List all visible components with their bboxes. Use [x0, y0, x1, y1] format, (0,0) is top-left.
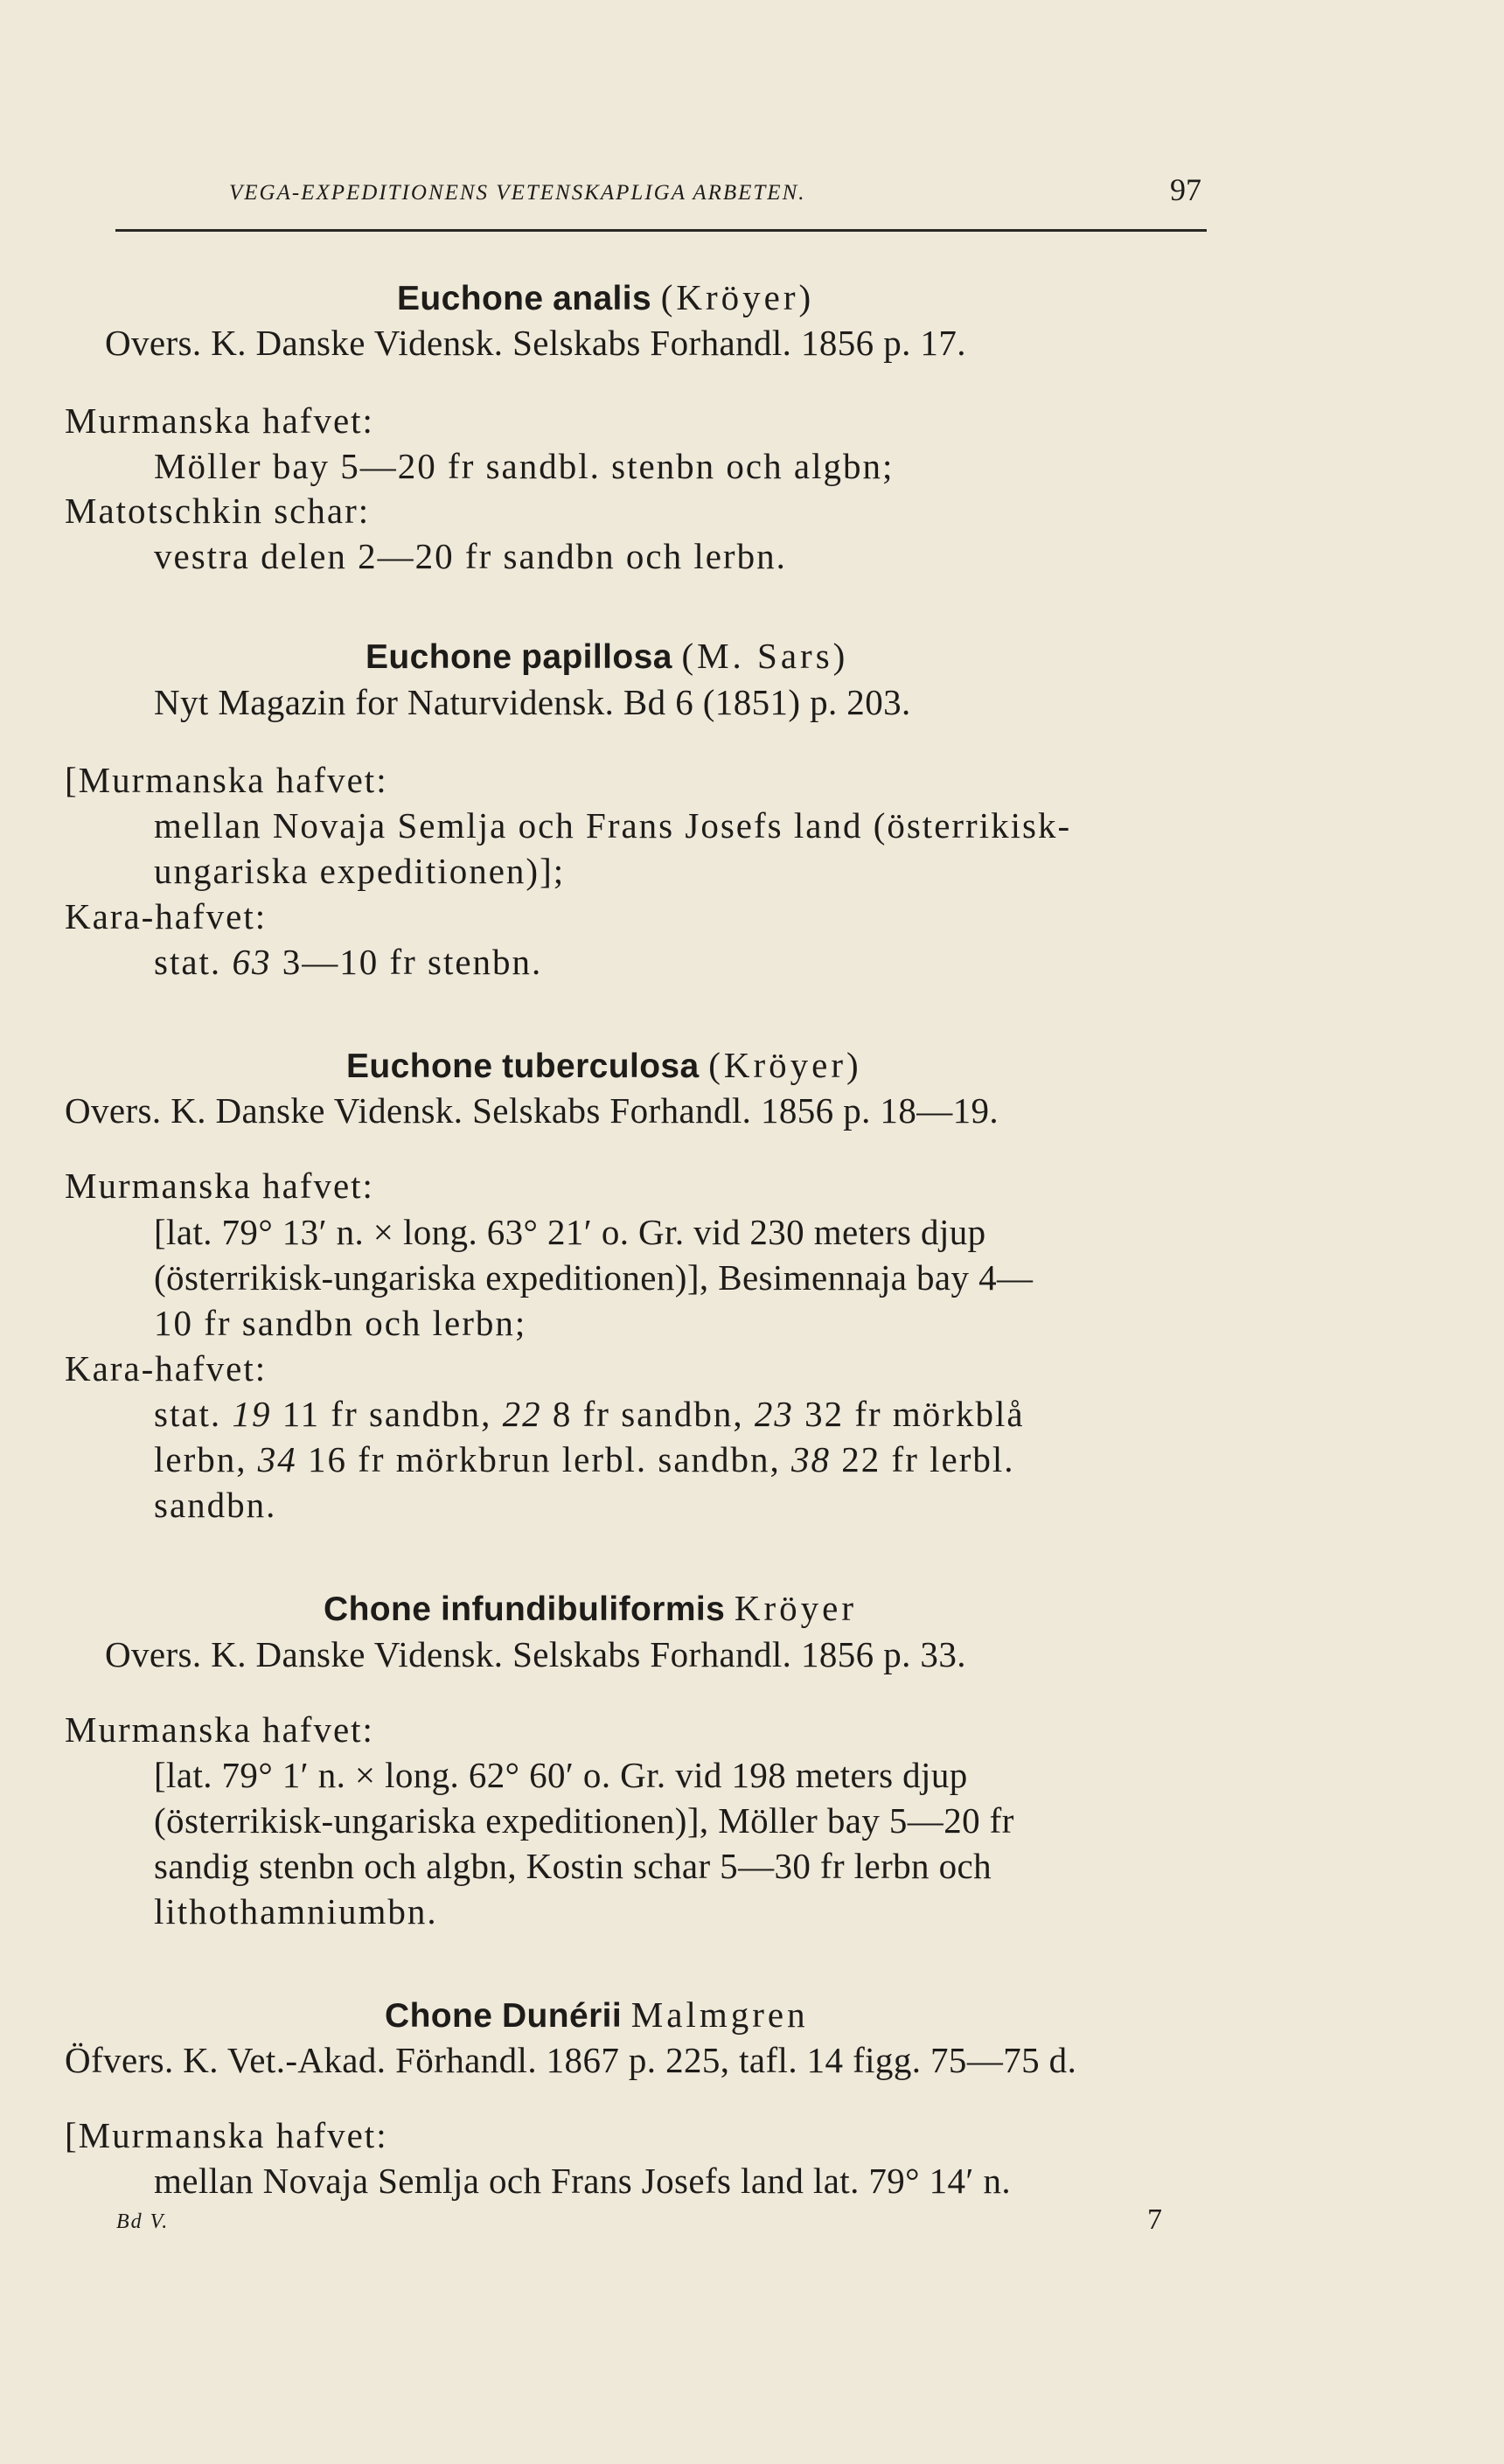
- author-name: (Kröyer): [708, 1045, 862, 1085]
- genus-name: Euchone: [397, 280, 544, 317]
- locality-line: sandig stenbn och algbn, Kostin schar 5—30 fr lerbn och: [154, 1846, 992, 1886]
- entry-heading: [366, 633, 848, 680]
- region-line: Murmanska hafvet:: [65, 1166, 374, 1206]
- genus-name: Chone: [385, 1997, 493, 2035]
- locality-line: (österrikisk-ungariska expeditionen)], Möller bay 5—20 fr: [154, 1800, 1014, 1841]
- region-line: Kara-hafvet:: [65, 1348, 268, 1389]
- reference-line: Overs. K. Danske Vidensk. Selskabs Forhandl. 1856 p. 18—19.: [65, 1090, 999, 1131]
- genus-name: Euchone: [346, 1048, 493, 1085]
- text-run: 16 fr mörkbrun lerbl. sandbn,: [296, 1439, 792, 1479]
- entry-heading: [385, 1992, 809, 2039]
- station-line: [154, 939, 542, 985]
- species-name: papillosa: [521, 638, 672, 676]
- genus-name: Chone: [324, 1590, 432, 1628]
- genus-name: Euchone: [366, 638, 512, 676]
- species-name: Dunérii: [501, 1997, 623, 2035]
- locality-line: (österrikisk-ungariska expeditionen)], Besimennaja bay 4—: [154, 1257, 1034, 1298]
- reference-line: Overs. K. Danske Vidensk. Selskabs Forhandl. 1856 p. 17.: [105, 323, 966, 363]
- signature-mark: Bd V.: [116, 2210, 170, 2233]
- locality-line: 10 fr sandbn och lerbn;: [154, 1303, 527, 1343]
- station-number: 23: [754, 1394, 794, 1434]
- locality-line: [lat. 79° 1′ n. × long. 62° 60′ o. Gr. vid 198 meters djup: [154, 1755, 968, 1795]
- author-name: (M. Sars): [681, 636, 849, 676]
- text-run: lerbn,: [154, 1439, 258, 1479]
- station-line: [154, 1391, 1025, 1437]
- author-name: Malmgren: [630, 1994, 809, 2035]
- author-name: Kröyer: [734, 1588, 858, 1628]
- page-number: 97: [1170, 172, 1201, 207]
- station-number: 19: [232, 1394, 272, 1434]
- reference-line: Overs. K. Danske Vidensk. Selskabs Forhandl. 1856 p. 33.: [105, 1634, 966, 1674]
- region-line: Murmanska hafvet:: [65, 400, 374, 441]
- station-line: sandbn.: [154, 1485, 277, 1525]
- text-run: stat.: [154, 942, 233, 982]
- station-number: 34: [257, 1439, 297, 1479]
- station-line: [154, 1437, 1015, 1482]
- entry-heading: [324, 1585, 857, 1632]
- text-run: 32 fr mörkblå: [793, 1394, 1025, 1434]
- species-name: infundibuliformis: [440, 1590, 726, 1628]
- station-number: 63: [232, 942, 272, 982]
- entry-heading: [397, 275, 814, 322]
- locality-line: ungariska expeditionen)];: [154, 851, 566, 891]
- text-run: 11 fr sandbn,: [271, 1394, 503, 1434]
- station-number: 38: [791, 1439, 832, 1479]
- entry-heading: [346, 1042, 862, 1089]
- locality-line: Möller bay 5—20 fr sandbl. stenbn och algbn;: [154, 446, 895, 486]
- text-run: stat.: [154, 1394, 233, 1434]
- locality-line: vestra delen 2—20 fr sandbn och lerbn.: [154, 536, 787, 576]
- sheet-number: 7: [1147, 2203, 1162, 2236]
- species-name: tuberculosa: [502, 1048, 700, 1085]
- running-header: VEGA-EXPEDITIONENS VETENSKAPLIGA ARBETEN.: [229, 181, 806, 205]
- region-line: Kara-hafvet:: [65, 896, 268, 936]
- reference-line: Öfvers. K. Vet.-Akad. Förhandl. 1867 p. 225, tafl. 14 figg. 75—75 d.: [65, 2040, 1077, 2080]
- locality-line: mellan Novaja Semlja och Frans Josefs land lat. 79° 14′ n.: [154, 2161, 1011, 2201]
- locality-line: lithothamniumbn.: [154, 1891, 438, 1932]
- region-line: [Murmanska hafvet:: [65, 760, 388, 800]
- locality-line: mellan Novaja Semlja och Frans Josefs land (österrikisk-: [154, 805, 1072, 846]
- reference-line: Nyt Magazin for Naturvidensk. Bd 6 (1851) p. 203.: [154, 682, 911, 722]
- species-name: analis: [553, 280, 652, 317]
- locality-line: [lat. 79° 13′ n. × long. 63° 21′ o. Gr. vid 230 meters djup: [154, 1212, 986, 1252]
- region-line: Murmanska hafvet:: [65, 1709, 374, 1750]
- text-run: 3—10 fr stenbn.: [271, 942, 543, 982]
- author-name: (Kröyer): [660, 277, 815, 317]
- region-line: [Murmanska hafvet:: [65, 2115, 388, 2155]
- text-run: 8 fr sandbn,: [541, 1394, 755, 1434]
- region-line: Matotschkin schar:: [65, 491, 371, 531]
- station-number: 22: [502, 1394, 542, 1434]
- text-run: 22 fr lerbl.: [831, 1439, 1015, 1479]
- header-rule: [115, 229, 1207, 232]
